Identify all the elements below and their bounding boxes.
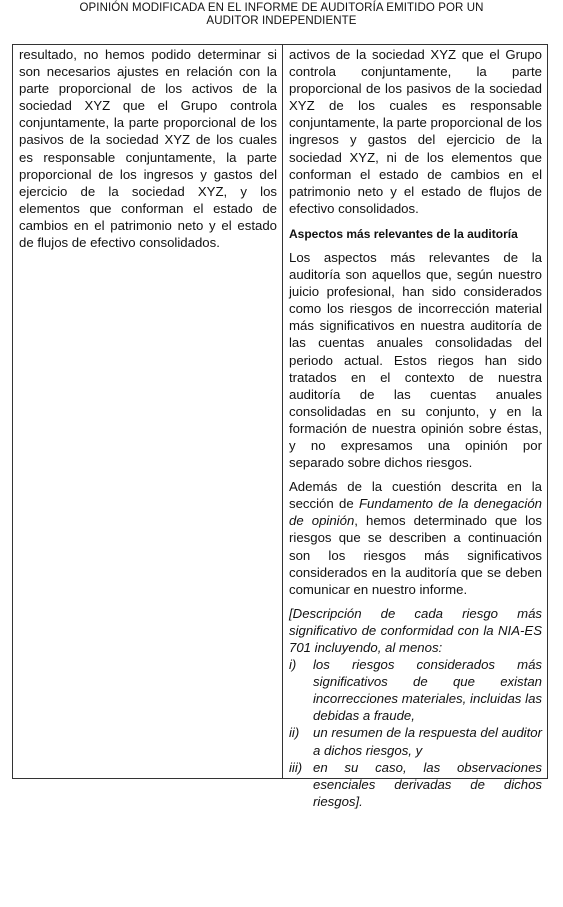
list-marker: i) (289, 657, 297, 673)
left-column (13, 45, 283, 778)
header-line-2: AUDITOR INDEPENDIENTE (206, 15, 357, 27)
left-paragraph: resultado, no hemos podido determinar si son necesarios ajustes en relación con la parte proporcional de los activos de la sociedad XYZ que el Grupo controla conjuntamente, la parte proporcional de los pasivos de la sociedad XYZ de los cuales es responsable conjuntamente, la parte proporcional de los ingresos y gastos del ejercicio de la sociedad XYZ, y los elementos que conforman el estado de cambios en el patrimonio neto y el estado de flujos de efectivo consolidados. (19, 47, 277, 251)
paragraph-3-text-before: Además de la cuestión descrita en la sección de (289, 479, 542, 512)
list-item-text: en su caso, las observaciones esenciales derivadas de dichos riesgos]. (313, 759, 542, 809)
list-item (289, 759, 542, 810)
list-item (289, 656, 542, 724)
section-heading: Aspectos más relevantes de la auditoría (289, 226, 518, 241)
list-item-text: un resumen de la respuesta del auditor a dichos riesgos, y (313, 725, 542, 758)
list-marker: iii) (289, 759, 303, 775)
risk-description-intro: [Descripción de cada riesgo más significativo de conformidad con la NIA-ES 701 incluyendo, al menos: (289, 605, 542, 655)
risk-list (289, 656, 542, 810)
page-header (0, 2, 563, 28)
list-item (289, 724, 542, 758)
right-paragraph-1: activos de la sociedad XYZ que el Grupo controla conjuntamente, la parte proporcional de los pasivos de la sociedad XYZ de los cuales es responsable conjuntamente, la parte proporcional de los ingresos y gastos del ejercicio de la sociedad XYZ, ni de los elementos que conforman el estado de cambios en el patrimonio neto y el estado de flujos de efectivo consolidados. (289, 47, 542, 216)
right-paragraph-2: Los aspectos más relevantes de la auditoría son aquellos que, según nuestro juicio profesional, han sido considerados como los riesgos de incorrección material más significativos en nuestra auditoría de las cuentas anuales consolidadas del periodo actual. Estos riegos han sido tratados en el contexto de nuestra auditoría de las cuentas anuales consolidadas en su conjunto, y en la formación de nuestra opinión sobre éstas, y no expresamos una opinión por separado sobre dichos riesgos. (289, 249, 542, 471)
paragraph-3-text-after: , hemos determinado que los riesgos que se describen a continuación son los riesgos más significativos considerados en la auditoría que se deben comunicar en nuestro informe. (289, 513, 542, 597)
right-column (283, 45, 547, 809)
list-marker: ii) (289, 725, 300, 741)
list-item-text: los riesgos considerados más significativos de que existan incorrecciones materiales, incluidas las debidas a fraude, (313, 657, 542, 724)
header-line-1: OPINIÓN MODIFICADA EN EL INFORME DE AUDITORÍA EMITIDO POR UN (79, 2, 484, 14)
right-paragraph-3 (289, 478, 542, 598)
two-column-table (12, 44, 548, 809)
paragraph-3-italic-reference: Fundamento de la denegación de opinión (289, 496, 543, 529)
